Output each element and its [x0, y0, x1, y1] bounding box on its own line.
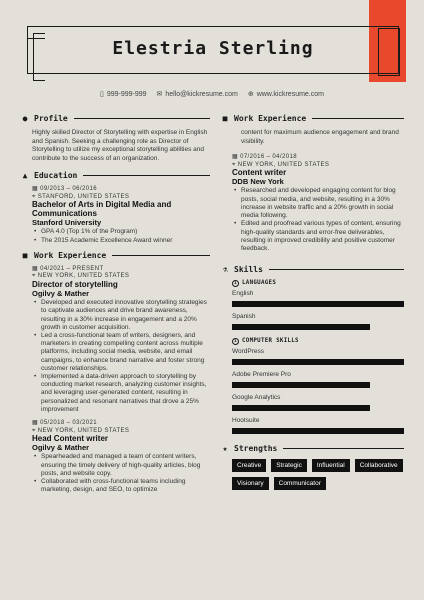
section-rule	[312, 118, 404, 119]
education-entry	[20, 186, 210, 245]
job-location-text: NEW YORK, UNITED STATES	[237, 161, 330, 168]
languages-subheading-text: LANGUAGES	[242, 280, 277, 287]
skill-item	[232, 394, 404, 411]
list-item: • Spearheaded and managed a team of content writers, ensuring the timely delivery of high-quality articles, blog posts, and website copy.	[32, 453, 210, 478]
skill-level-bar	[232, 359, 404, 365]
education-bullets	[32, 228, 210, 244]
job-title: Head Content writer	[32, 434, 109, 444]
education-heading	[20, 171, 210, 180]
section-rule	[74, 118, 210, 119]
job-date-text: 04/2021 – PRESENT	[40, 265, 104, 272]
skill-name: Spanish	[232, 313, 256, 321]
job-date-text: 05/2018 – 03/2021	[40, 420, 97, 427]
job-bullets	[32, 299, 210, 414]
info-icon: i	[233, 339, 237, 345]
education-date	[32, 186, 210, 194]
education-heading-text: Education	[34, 171, 78, 181]
location-pin-icon: ⌖	[32, 273, 36, 280]
candidate-name: Elestria Sterling	[112, 38, 314, 59]
strength-tags	[232, 459, 404, 490]
email-text: hello@kickresume.com	[165, 91, 238, 98]
right-column	[220, 114, 404, 490]
job-location-text: NEW YORK, UNITED STATES	[37, 427, 130, 434]
skill-item	[232, 348, 404, 365]
profile-heading	[20, 114, 210, 123]
flask-icon: ⚗	[222, 265, 228, 275]
strengths-section	[220, 444, 404, 490]
list-item: • Researched and developed engaging content for blog posts, social media, and website, resulting in a 30% increase in website traffic and a 20% growth in social media following.	[232, 187, 404, 220]
person-icon: ●	[22, 114, 28, 123]
skill-name: Hootsuite	[232, 417, 260, 425]
skill-item	[232, 371, 404, 388]
calendar-icon: ▦	[232, 154, 239, 161]
website-text: www.kickresume.com	[256, 91, 324, 98]
strength-tag: Influential	[312, 459, 350, 472]
job-title: Director of storytelling	[32, 279, 118, 289]
list-item: • Edited and proofread various types of content, ensuring high-quality standards and error-free deliverables, resulting in improved credibility and positive customer feedback.	[232, 220, 404, 253]
education-date-text: 09/2013 – 06/2016	[40, 186, 97, 193]
location-pin-icon: ⌖	[32, 427, 36, 434]
work-continued-text: content for maximum audience engagement and brand visibility.	[241, 129, 399, 145]
skill-item	[232, 313, 404, 330]
computer-skills-subheading	[232, 338, 404, 345]
skill-item	[232, 290, 404, 307]
computer-skills-subheading-text: COMPUTER SKILLS	[242, 338, 299, 345]
briefcase-icon: ■	[22, 250, 28, 260]
work-heading-continued	[220, 114, 404, 123]
email-contact[interactable]	[157, 91, 238, 98]
skill-name: English	[232, 290, 254, 298]
list-item: • Led a cross-functional team of writers, designers, and marketers in creating compelling content across multiple platforms, including social media, website, and email campaigns, to enhance brand narrative and foster strong customer relationships.	[32, 332, 210, 373]
location-pin-icon: ⌖	[32, 193, 36, 200]
job-entry-3	[220, 154, 404, 253]
job-company: DDB New York	[232, 176, 284, 186]
job-date-text: 07/2016 – 04/2018	[240, 154, 297, 161]
mail-icon: ✉	[156, 91, 163, 98]
education-location-text: STANFORD, UNITED STATES	[37, 193, 130, 200]
skills-heading	[220, 265, 404, 274]
profile-heading-text: Profile	[34, 114, 68, 123]
education-section	[20, 171, 210, 245]
job-title: Content writer	[232, 168, 287, 178]
section-rule	[283, 448, 404, 449]
skill-name: Adobe Premiere Pro	[232, 371, 291, 379]
work-continued-section	[220, 114, 404, 253]
section-rule	[269, 269, 404, 270]
website-contact[interactable]	[248, 91, 324, 98]
briefcase-icon: ■	[222, 114, 228, 123]
calendar-icon: ▦	[32, 420, 39, 427]
skills-heading-text: Skills	[234, 265, 263, 275]
skill-level-bar	[232, 301, 404, 307]
star-icon: ★	[222, 444, 228, 454]
computer-skills-list	[220, 348, 404, 434]
job-date	[32, 420, 210, 428]
languages-list	[220, 290, 404, 330]
profile-section	[20, 114, 210, 163]
graduation-cap-icon: ▲	[22, 171, 28, 181]
globe-icon: ⊕	[247, 91, 254, 98]
languages-subheading	[232, 280, 404, 287]
strength-tag: Collaborative	[355, 459, 403, 472]
job-company: Ogilvy & Mather	[32, 442, 90, 452]
contact-row	[0, 90, 424, 98]
education-degree: Bachelor of Arts in Digital Media and Communications	[32, 200, 172, 219]
work-heading	[20, 251, 210, 260]
calendar-icon: ▦	[32, 186, 39, 193]
job-entry-2	[20, 420, 210, 494]
job-date	[32, 266, 210, 274]
job-bullets	[232, 187, 404, 253]
strength-tag: Strategic	[271, 459, 307, 472]
list-item: • GPA 4.0 (Top 1% of the Program)	[32, 228, 210, 236]
job-location-text: NEW YORK, UNITED STATES	[37, 273, 130, 280]
work-section	[20, 251, 210, 494]
list-item: • Collaborated with cross-functional teams including marketing, design, and SEO, to optimize	[32, 478, 210, 494]
profile-text: Highly skilled Director of Storytelling with expertise in English and Spanish. Seeking a challenging role as Director of Storytelling to utilize my exceptional storytelling abilities and contribute to the success of an organization.	[32, 129, 208, 162]
skill-name: WordPress	[232, 348, 265, 356]
skill-level-bar	[232, 405, 370, 411]
job-company: Ogilvy & Mather	[32, 288, 90, 298]
calendar-icon: ▦	[32, 265, 39, 272]
location-pin-icon: ⌖	[232, 161, 236, 168]
job-entry-1	[20, 266, 210, 414]
skill-level-bar	[232, 382, 370, 388]
list-item: • Developed and executed innovative storytelling strategies to captivate audiences and drive brand awareness, resulting in a 30% increase in engagement and a 20% growth in customer acquisition.	[32, 299, 210, 332]
strength-tag: Creative	[232, 459, 266, 472]
job-date	[232, 154, 404, 162]
strengths-heading	[220, 444, 404, 453]
skill-name: Google Analytics	[232, 394, 281, 402]
phone-icon: ▯	[100, 91, 104, 98]
job-bullets	[32, 453, 210, 494]
list-item: • The 2015 Academic Excellence Award winner	[32, 237, 210, 245]
strength-tag: Visionary	[232, 477, 269, 490]
skill-level-bar	[232, 428, 404, 434]
section-rule	[112, 255, 210, 256]
left-column	[20, 114, 210, 500]
strengths-heading-text: Strengths	[234, 444, 278, 454]
phone-contact[interactable]	[100, 91, 147, 98]
phone-text: 999-999-999	[106, 91, 147, 98]
skills-section	[220, 265, 404, 434]
list-item: • Implemented a data-driven approach to storytelling by conducting market research, analyzing customer insights, and leveraging user-generated content, resulting in personalized and resonant narratives that drove a 25% improvement	[32, 373, 210, 414]
skill-level-bar	[232, 324, 370, 330]
education-school: Stanford University	[32, 217, 102, 227]
skill-item	[232, 417, 404, 434]
section-rule	[83, 175, 210, 176]
strength-tag: Communicator	[274, 477, 326, 490]
work-heading-text: Work Experience	[234, 114, 307, 123]
work-heading-text: Work Experience	[34, 250, 107, 260]
info-icon: i	[233, 281, 237, 287]
